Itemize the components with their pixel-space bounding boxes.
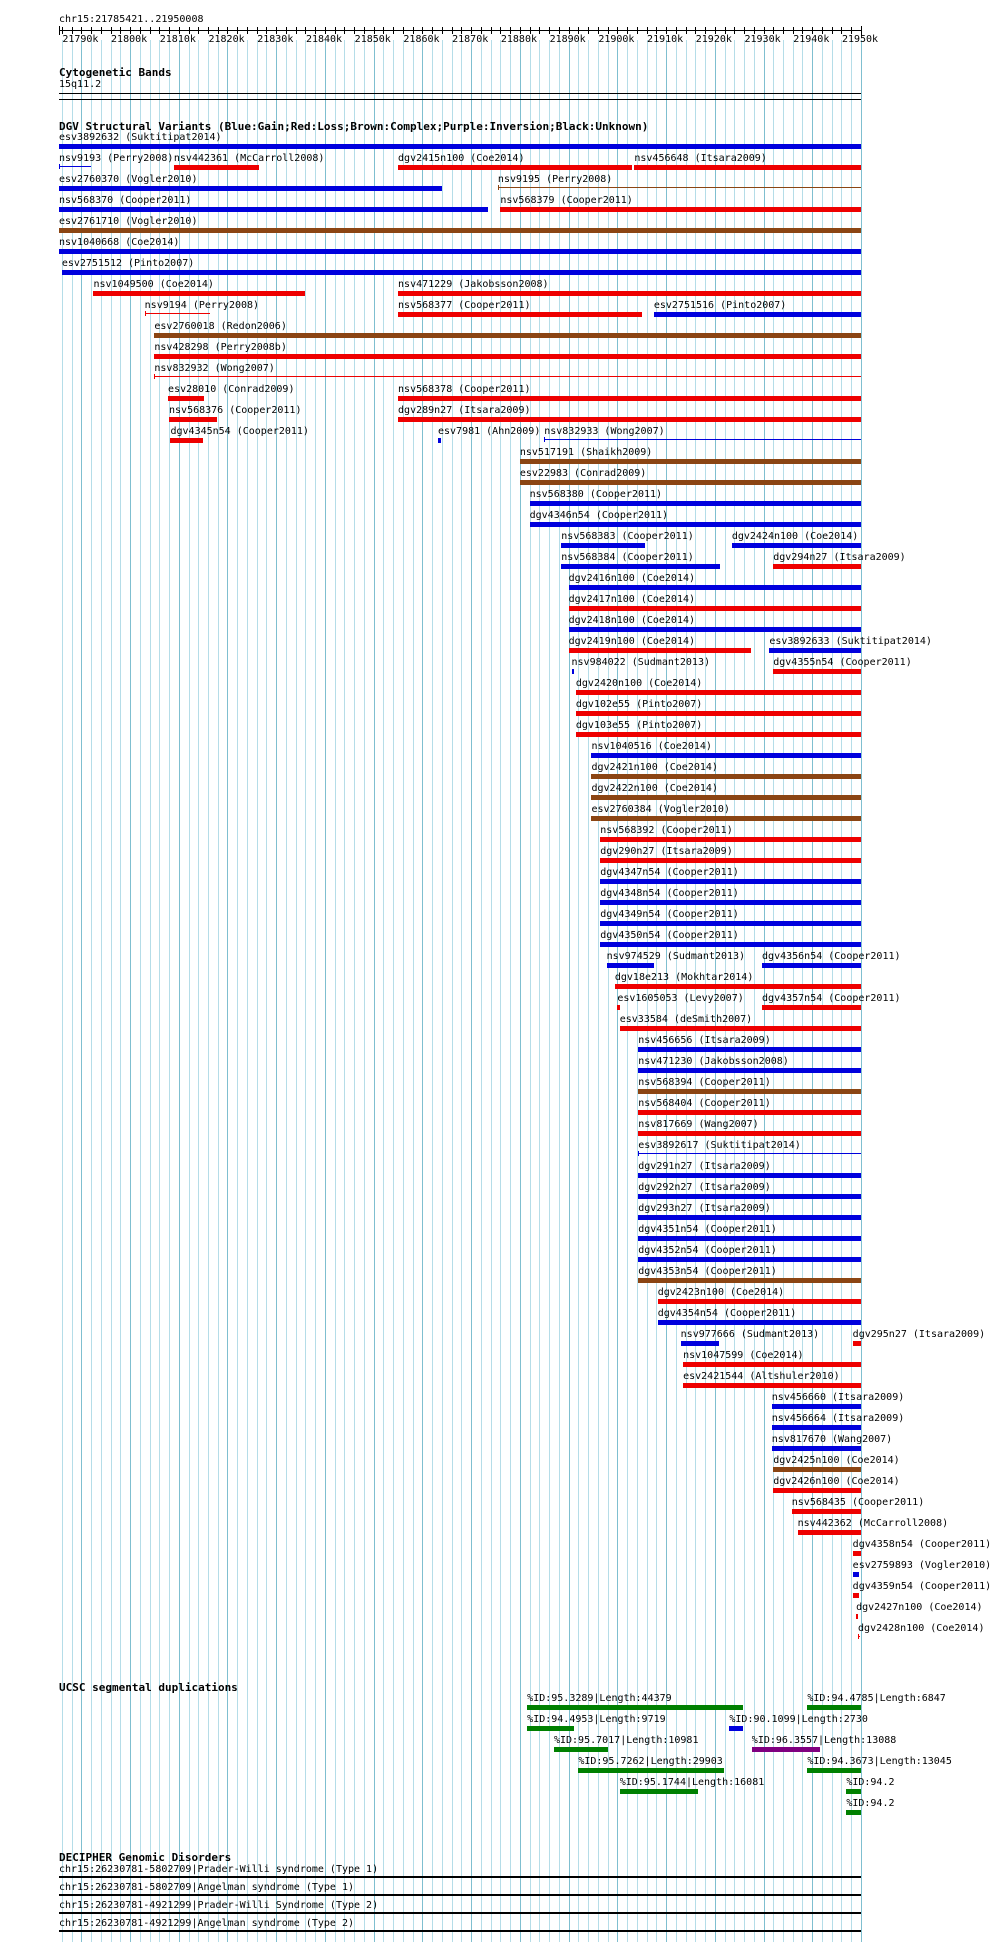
feature-label[interactable]: dgv4349n54 (Cooper2011) — [600, 909, 739, 920]
sv-glyph-loss[interactable] — [856, 1614, 858, 1619]
sv-glyph-gain[interactable] — [600, 942, 861, 947]
feature-label[interactable]: nsv568392 (Cooper2011) — [600, 825, 733, 836]
sv-glyph-loss[interactable] — [398, 312, 642, 317]
sv-glyph-loss[interactable] — [773, 564, 861, 569]
feature-label[interactable]: nsv568379 (Cooper2011) — [500, 195, 633, 206]
track-title-segdup[interactable]: UCSC segmental duplications — [59, 1681, 238, 1694]
feature-label[interactable]: nsv456660 (Itsara2009) — [771, 1392, 905, 1403]
feature-label[interactable]: nsv568378 (Cooper2011) — [398, 384, 531, 395]
ruler-tick-label: 21900k — [598, 34, 635, 45]
sv-glyph-gain[interactable] — [654, 312, 861, 317]
ruler-tick-label: 21920k — [695, 34, 732, 45]
feature-label[interactable]: esv22983 (Conrad2009) — [519, 468, 647, 479]
coordinate-title: chr15:21785421..21950008 — [59, 14, 204, 25]
sv-glyph-gain[interactable] — [569, 585, 861, 590]
sv-glyph-complex[interactable] — [591, 774, 861, 779]
sv-glyph-loss[interactable] — [792, 1509, 861, 1514]
sv-glyph-gain[interactable] — [561, 543, 645, 548]
feature-label[interactable]: nsv442361 (McCarroll2008) — [173, 153, 325, 164]
sv-glyph-complex[interactable] — [638, 1089, 861, 1094]
sv-glyph-loss[interactable] — [145, 313, 211, 314]
feature-label[interactable]: dgv2417n100 (Coe2014) — [568, 594, 696, 605]
sv-glyph-loss[interactable] — [576, 732, 861, 737]
sv-glyph-gain[interactable] — [569, 627, 861, 632]
decipher-glyph[interactable] — [59, 1894, 861, 1896]
track-title-dgv[interactable]: DGV Structural Variants (Blue:Gain;Red:Loss;Brown:Complex;Purple:Inversion;Black:Unknown) — [59, 120, 649, 133]
feature-label[interactable]: nsv9194 (Perry2008) — [144, 300, 260, 311]
feature-label[interactable]: dgv293n27 (Itsara2009) — [638, 1203, 771, 1214]
sv-glyph-complex[interactable] — [154, 333, 861, 338]
sv-glyph-loss[interactable] — [620, 1026, 861, 1031]
feature-label[interactable]: nsv568384 (Cooper2011) — [561, 552, 694, 563]
sv-glyph-gain[interactable] — [59, 207, 488, 212]
sv-glyph-loss[interactable] — [600, 837, 861, 842]
sv-glyph-loss[interactable] — [798, 1530, 861, 1535]
feature-label[interactable]: nsv442362 (McCarroll2008) — [797, 1518, 949, 1529]
feature-label[interactable]: esv2761710 (Vogler2010) — [59, 216, 198, 227]
segdup-glyph[interactable] — [620, 1789, 698, 1794]
sv-glyph-gain[interactable] — [600, 921, 861, 926]
feature-label[interactable]: nsv568404 (Cooper2011) — [638, 1098, 771, 1109]
sv-glyph-gain[interactable] — [530, 522, 861, 527]
sv-glyph-loss[interactable] — [600, 858, 861, 863]
sv-glyph-gain[interactable] — [530, 501, 861, 506]
feature-label[interactable]: dgv2425n100 (Coe2014) — [773, 1455, 900, 1466]
sv-glyph-loss[interactable] — [569, 606, 861, 611]
ruler-tick-label: 21840k — [305, 34, 343, 45]
sv-glyph-loss[interactable] — [398, 291, 861, 296]
segdup-label[interactable]: %ID:95.7017|Length:10981 — [553, 1735, 699, 1746]
feature-label[interactable]: dgv2427n100 (Coe2014) — [856, 1602, 983, 1613]
ruler-tick-label: 21930k — [744, 34, 781, 45]
sv-glyph-loss[interactable] — [773, 669, 861, 674]
sv-glyph-loss[interactable] — [683, 1383, 861, 1388]
sv-glyph-loss[interactable] — [638, 1131, 861, 1136]
feature-label[interactable]: dgv103e55 (Pinto2007) — [575, 720, 703, 731]
feature-label[interactable]: dgv2426n100 (Coe2014) — [773, 1476, 900, 1487]
segdup-glyph[interactable] — [527, 1726, 574, 1731]
ruler-tick-label: 21910k — [647, 34, 684, 45]
sv-glyph-gain[interactable] — [638, 1153, 861, 1154]
ruler-tick-label: 21790k — [62, 34, 99, 45]
sv-glyph-complex[interactable] — [520, 459, 861, 464]
segdup-glyph[interactable] — [807, 1705, 861, 1710]
track-title-decipher[interactable]: DECIPHER Genomic Disorders — [59, 1851, 232, 1864]
feature-label[interactable]: esv2760370 (Vogler2010) — [59, 174, 198, 185]
segdup-label[interactable]: %ID:96.3557|Length:13088 — [751, 1735, 897, 1746]
sv-glyph-complex[interactable] — [591, 816, 861, 821]
sv-glyph-gain[interactable] — [772, 1404, 861, 1409]
feature-label[interactable]: esv3892632 (Suktitipat2014) — [59, 132, 222, 143]
sv-glyph-loss[interactable] — [398, 165, 632, 170]
segdup-glyph[interactable] — [846, 1810, 861, 1815]
feature-label[interactable]: dgv292n27 (Itsara2009) — [638, 1182, 771, 1193]
segdup-glyph[interactable] — [578, 1768, 724, 1773]
feature-label[interactable]: esv2421544 (Altshuler2010) — [683, 1371, 840, 1382]
feature-label[interactable]: dgv4354n54 (Cooper2011) — [657, 1308, 797, 1319]
feature-label[interactable]: esv3892617 (Suktitipat2014) — [638, 1140, 801, 1151]
segdup-glyph[interactable] — [527, 1705, 742, 1710]
sv-glyph-loss[interactable] — [658, 1299, 861, 1304]
sv-glyph-gain[interactable] — [658, 1320, 861, 1325]
segdup-label[interactable]: %ID:94.2 — [846, 1777, 895, 1788]
feature-label[interactable]: dgv102e55 (Pinto2007) — [575, 699, 703, 710]
sv-glyph-gain[interactable] — [732, 543, 861, 548]
feature-label[interactable]: dgv4348n54 (Cooper2011) — [600, 888, 739, 899]
sv-glyph-gain[interactable] — [438, 438, 441, 443]
feature-label[interactable]: dgv2420n100 (Coe2014) — [575, 678, 703, 689]
decipher-label[interactable]: chr15:26230781-5802709|Angelman syndrome (Type 1) — [59, 1882, 355, 1893]
feature-label[interactable]: esv3892633 (Suktitipat2014) — [769, 636, 932, 647]
feature-label[interactable]: nsv9195 (Perry2008) — [497, 174, 613, 185]
feature-label[interactable]: nsv517191 (Shaikh2009) — [519, 447, 653, 458]
feature-label[interactable]: dgv294n27 (Itsara2009) — [773, 552, 906, 563]
feature-label[interactable]: dgv4357n54 (Cooper2011) — [762, 993, 901, 1004]
sv-glyph-loss[interactable] — [170, 438, 203, 443]
feature-label[interactable]: dgv4356n54 (Cooper2011) — [762, 951, 901, 962]
sv-glyph-complex[interactable] — [773, 1467, 861, 1472]
sv-glyph-loss[interactable] — [634, 165, 861, 170]
feature-label[interactable]: dgv4350n54 (Cooper2011) — [600, 930, 739, 941]
segdup-label[interactable]: %ID:94.4953|Length:9719 — [527, 1714, 666, 1725]
sv-glyph-loss[interactable] — [398, 417, 861, 422]
sv-glyph-loss[interactable] — [398, 396, 861, 401]
sv-glyph-gain[interactable] — [638, 1257, 861, 1262]
feature-label[interactable]: dgv295n27 (Itsara2009) — [852, 1329, 986, 1340]
sv-glyph-complex[interactable] — [638, 1278, 861, 1283]
feature-label[interactable]: nsv568435 (Cooper2011) — [791, 1497, 925, 1508]
sv-glyph-gain[interactable] — [607, 963, 655, 968]
decipher-label[interactable]: chr15:26230781-5802709|Prader-Willi syndrome (Type 1) — [59, 1864, 379, 1875]
segdup-label[interactable]: %ID:94.3673|Length:13045 — [807, 1756, 952, 1767]
segdup-glyph[interactable] — [554, 1747, 608, 1752]
feature-label[interactable]: esv1605053 (Levy2007) — [617, 993, 744, 1004]
sv-glyph-loss[interactable] — [638, 1110, 861, 1115]
feature-label[interactable]: nsv568377 (Cooper2011) — [398, 300, 531, 311]
feature-label[interactable]: nsv568383 (Cooper2011) — [561, 531, 694, 542]
ruler-tick-label: 21850k — [354, 34, 391, 45]
feature-label[interactable]: nsv1040516 (Coe2014) — [591, 741, 712, 752]
feature-label[interactable]: nsv974529 (Sudmant2013) — [606, 951, 746, 962]
ruler-tick-label: 21860k — [403, 34, 440, 45]
sv-glyph-gain[interactable] — [561, 564, 719, 569]
sv-glyph-loss[interactable] — [93, 291, 305, 296]
feature-label[interactable]: nsv9193 (Perry2008) — [59, 153, 174, 164]
sv-glyph-gain[interactable] — [772, 1425, 861, 1430]
sv-glyph-loss[interactable] — [762, 1005, 861, 1010]
sv-glyph-gain[interactable] — [591, 753, 861, 758]
feature-label[interactable]: dgv2428n100 (Coe2014) — [858, 1623, 985, 1634]
feature-label[interactable]: dgv2415n100 (Coe2014) — [398, 153, 525, 164]
feature-label[interactable]: dgv4352n54 (Cooper2011) — [638, 1245, 777, 1256]
feature-label[interactable]: nsv456648 (Itsara2009) — [634, 153, 767, 164]
track-title-cytogenetic[interactable]: Cytogenetic Bands — [59, 66, 172, 79]
sv-glyph-gain[interactable] — [544, 439, 861, 440]
segdup-glyph[interactable] — [729, 1726, 743, 1731]
sv-glyph-gain[interactable] — [600, 900, 861, 905]
sv-glyph-loss[interactable] — [617, 1005, 620, 1010]
feature-label[interactable]: esv2760018 (Redon2006) — [154, 321, 287, 332]
sv-glyph-complex[interactable] — [59, 228, 861, 233]
track-separator — [59, 99, 861, 100]
feature-label[interactable]: dgv289n27 (Itsara2009) — [398, 405, 531, 416]
cytoband-label: 15q11.2 — [59, 79, 102, 90]
sv-glyph-loss[interactable] — [169, 417, 217, 422]
sv-glyph-loss[interactable] — [576, 711, 861, 716]
sv-glyph-gain[interactable] — [769, 648, 861, 653]
feature-label[interactable]: nsv471229 (Jakobsson2008) — [398, 279, 549, 290]
decipher-label[interactable]: chr15:26230781-4921299|Prader-Willi Syndrome (Type 2) — [59, 1900, 379, 1911]
ruler-tick-label: 21950k — [841, 34, 879, 45]
feature-label[interactable]: dgv4358n54 (Cooper2011) — [852, 1539, 991, 1550]
segdup-glyph[interactable] — [752, 1747, 820, 1752]
feature-label[interactable]: nsv977666 (Sudmant2013) — [680, 1329, 820, 1340]
sv-glyph-loss[interactable] — [853, 1551, 861, 1556]
segdup-glyph[interactable] — [846, 1789, 861, 1794]
feature-label[interactable]: dgv4346n54 (Cooper2011) — [529, 510, 669, 521]
sv-glyph-gain[interactable] — [762, 963, 861, 968]
feature-label[interactable]: nsv428298 (Perry2008b) — [154, 342, 287, 353]
sv-glyph-loss[interactable] — [683, 1362, 861, 1367]
segdup-label[interactable]: %ID:95.1744|Length:16081 — [619, 1777, 765, 1788]
decipher-label[interactable]: chr15:26230781-4921299|Angelman syndrome (Type 2) — [59, 1918, 355, 1929]
ruler-tick-label: 21890k — [549, 34, 586, 45]
segdup-label[interactable]: %ID:90.1099|Length:2730 — [729, 1714, 868, 1725]
feature-label[interactable]: dgv4355n54 (Cooper2011) — [773, 657, 912, 668]
sv-glyph-loss[interactable] — [174, 165, 259, 170]
feature-label[interactable]: nsv1040668 (Coe2014) — [59, 237, 180, 248]
feature-label[interactable]: dgv4347n54 (Cooper2011) — [600, 867, 739, 878]
feature-label[interactable]: dgv4351n54 (Cooper2011) — [638, 1224, 777, 1235]
feature-label[interactable]: dgv2418n100 (Coe2014) — [568, 615, 696, 626]
sv-glyph-complex[interactable] — [520, 480, 861, 485]
cytoband-line — [59, 93, 861, 94]
feature-label[interactable]: dgv290n27 (Itsara2009) — [600, 846, 733, 857]
ruler-tick-label: 21800k — [111, 34, 148, 45]
sv-glyph-gain[interactable] — [638, 1173, 861, 1178]
sv-glyph-gain[interactable] — [772, 1446, 861, 1451]
sv-glyph-gain[interactable] — [638, 1236, 861, 1241]
feature-label[interactable]: dgv4345n54 (Cooper2011) — [170, 426, 309, 437]
sv-glyph-gain[interactable] — [62, 270, 861, 275]
sv-glyph-gain[interactable] — [853, 1572, 860, 1577]
feature-label[interactable]: dgv2416n100 (Coe2014) — [568, 573, 696, 584]
feature-label[interactable]: nsv817670 (Wang2007) — [771, 1434, 893, 1445]
feature-label[interactable]: nsv568376 (Cooper2011) — [169, 405, 302, 416]
segdup-label[interactable]: %ID:95.3289|Length:44379 — [527, 1693, 672, 1704]
segdup-label[interactable]: %ID:95.7262|Length:29903 — [578, 1756, 723, 1767]
feature-label[interactable]: nsv568370 (Cooper2011) — [59, 195, 192, 206]
feature-label[interactable]: nsv817669 (Wang2007) — [638, 1119, 759, 1130]
decipher-glyph[interactable] — [59, 1930, 861, 1932]
feature-label[interactable]: nsv832933 (Wong2007) — [544, 426, 665, 437]
ruler-tick-label: 21940k — [793, 34, 830, 45]
sv-glyph-loss[interactable] — [615, 984, 861, 989]
sv-glyph-gain[interactable] — [59, 166, 91, 167]
sv-glyph-gain[interactable] — [600, 879, 861, 884]
feature-label[interactable]: dgv4353n54 (Cooper2011) — [638, 1266, 777, 1277]
ruler-tick-label: 21810k — [159, 34, 196, 45]
feature-label[interactable]: esv33584 (deSmith2007) — [619, 1014, 753, 1025]
sv-glyph-loss[interactable] — [853, 1341, 861, 1346]
sv-glyph-gain[interactable] — [59, 144, 861, 149]
ruler-tick-label: 21880k — [500, 34, 537, 45]
sv-glyph-gain[interactable] — [572, 669, 575, 674]
feature-label[interactable]: dgv2421n100 (Coe2014) — [591, 762, 718, 773]
feature-label[interactable]: esv7981 (Ahn2009) — [438, 426, 541, 437]
sv-glyph-complex[interactable] — [591, 795, 861, 800]
feature-label[interactable]: nsv568380 (Cooper2011) — [529, 489, 663, 500]
sv-glyph-gain[interactable] — [681, 1341, 719, 1346]
feature-label[interactable]: nsv1049500 (Coe2014) — [93, 279, 214, 290]
sv-glyph-gain[interactable] — [59, 249, 861, 254]
feature-label[interactable]: dgv18e213 (Mokhtar2014) — [614, 972, 754, 983]
sv-glyph-loss[interactable] — [853, 1593, 859, 1598]
sv-glyph-loss[interactable] — [858, 1636, 860, 1637]
sv-glyph-loss[interactable] — [168, 396, 204, 401]
feature-label[interactable]: esv28010 (Conrad2009) — [168, 384, 295, 395]
sv-glyph-loss[interactable] — [154, 376, 861, 377]
feature-label[interactable]: dgv2423n100 (Coe2014) — [657, 1287, 785, 1298]
feature-label[interactable]: esv2759893 (Vogler2010) — [852, 1560, 991, 1571]
segdup-label[interactable]: %ID:94.2 — [846, 1798, 895, 1809]
sv-glyph-loss[interactable] — [576, 690, 861, 695]
ruler-tick-label: 21830k — [257, 34, 294, 45]
feature-label[interactable]: nsv471230 (Jakobsson2008) — [638, 1056, 789, 1067]
ruler-tick-label: 21820k — [208, 34, 245, 45]
feature-label[interactable]: dgv2422n100 (Coe2014) — [591, 783, 718, 794]
sv-glyph-loss[interactable] — [500, 207, 861, 212]
feature-label[interactable]: esv2760384 (Vogler2010) — [591, 804, 730, 815]
sv-glyph-loss[interactable] — [773, 1488, 861, 1493]
sv-glyph-loss[interactable] — [154, 354, 861, 359]
feature-label[interactable]: dgv291n27 (Itsara2009) — [638, 1161, 771, 1172]
feature-label[interactable]: nsv832932 (Wong2007) — [154, 363, 275, 374]
sv-glyph-gain[interactable] — [59, 186, 442, 191]
feature-label[interactable]: dgv2424n100 (Coe2014) — [731, 531, 859, 542]
decipher-glyph[interactable] — [59, 1912, 861, 1914]
segdup-glyph[interactable] — [807, 1768, 861, 1773]
segdup-label[interactable]: %ID:94.4785|Length:6847 — [807, 1693, 946, 1704]
feature-label[interactable]: esv2751512 (Pinto2007) — [61, 258, 195, 269]
feature-label[interactable]: dgv2419n100 (Coe2014) — [568, 636, 696, 647]
sv-glyph-gain[interactable] — [638, 1047, 861, 1052]
feature-label[interactable]: nsv1047599 (Coe2014) — [683, 1350, 804, 1361]
sv-glyph-complex[interactable] — [498, 187, 861, 188]
feature-label[interactable]: dgv4359n54 (Cooper2011) — [852, 1581, 991, 1592]
sv-glyph-gain[interactable] — [638, 1068, 861, 1073]
feature-label[interactable]: esv2751516 (Pinto2007) — [653, 300, 787, 311]
feature-label[interactable]: nsv456656 (Itsara2009) — [638, 1035, 771, 1046]
sv-glyph-gain[interactable] — [638, 1194, 861, 1199]
sv-glyph-loss[interactable] — [569, 648, 752, 653]
feature-label[interactable]: nsv456664 (Itsara2009) — [771, 1413, 905, 1424]
sv-glyph-gain[interactable] — [638, 1215, 861, 1220]
ruler-tick-label: 21870k — [452, 34, 489, 45]
feature-label[interactable]: nsv568394 (Cooper2011) — [638, 1077, 771, 1088]
feature-label[interactable]: nsv984022 (Sudmant2013) — [571, 657, 710, 668]
decipher-glyph[interactable] — [59, 1876, 861, 1878]
